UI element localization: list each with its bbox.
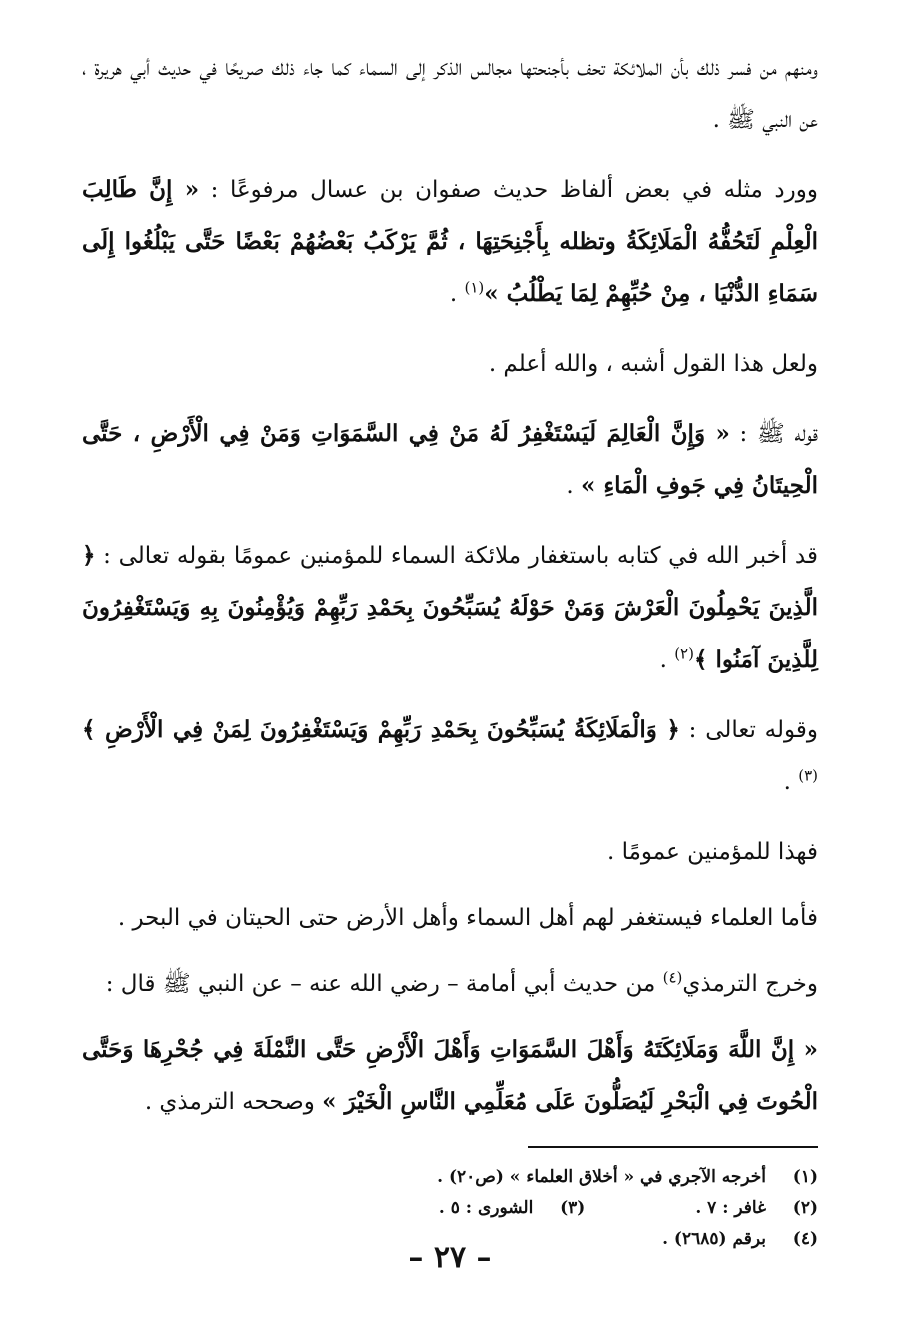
hadith-quote-safwan: « إِنَّ طَالِبَ الْعِلْمِ لَتَحُفُّهُ الْمَلَائِكَةُ وتظله بِأَجْنِحَتِهَا ، ثُمَّ يَرْكَبُ بَعْضُهُمْ بَعْضًا حَتَّى يَبْلُغُوا إِلَى سَمَاءِ الدُّنْيَا ، مِنْ حُبِّهِمْ لِمَا يَطْلُبُ » — [82, 176, 818, 307]
paragraph-3-text: ولعل هذا القول أشبه ، والله أعلم . — [488, 351, 818, 377]
paragraph-1-text: ومنهم من فسر ذلك بأن الملائكة تحف بأجنحتها مجالس الذكر إلى السماء كما جاء ذلك صريحًا في حديث أبي هريرة ، عن النبي ﷺ . — [82, 55, 818, 133]
footnote-4-number: (٤) — [792, 1229, 818, 1249]
paragraph-5-end: . — [659, 647, 675, 673]
footnote-1-number: (١) — [792, 1167, 818, 1187]
paragraph-6-end: . — [783, 769, 799, 795]
paragraph-4-intro: قوله ﷺ : — [729, 421, 818, 447]
footnote-4-text: برقم (٢٦٨٥) . — [662, 1229, 766, 1249]
footnote-2 — [695, 1193, 818, 1224]
paragraph-2-intro: وورد مثله في بعض ألفاظ حديث صفوان بن عسال مرفوعًا : — [199, 177, 818, 203]
paragraph-5 — [82, 530, 818, 686]
paragraph-4 — [82, 408, 818, 512]
paragraph-7-text: فهذا للمؤمنين عمومًا . — [606, 839, 818, 865]
paragraph-6-intro: وقوله تعالى : — [679, 717, 819, 743]
page-number: – ٢٧ – — [408, 1240, 492, 1275]
footnote-divider — [528, 1146, 818, 1148]
footnote-3 — [439, 1193, 585, 1224]
hadith-quote-tirmidhi: « إِنَّ اللَّهَ وَمَلَائِكَتَهُ وَأَهْلَ السَّمَوَاتِ وَأَهْلَ الْأَرْضِ حَتَّى النَّمْلَةَ فِي جُحْرِهَا وَحَتَّى الْحُوتَ فِي الْبَحْرِ لَيُصَلُّونَ عَلَى مُعَلِّمِي النَّاسِ الْخَيْرَ » — [82, 1036, 818, 1115]
paragraph-9 — [82, 958, 818, 1010]
paragraph-3 — [82, 338, 818, 390]
footnote-mark-4: (٤) — [662, 968, 683, 987]
paragraph-10 — [82, 1024, 818, 1128]
footnote-mark-1: (١) — [464, 278, 485, 297]
paragraph-1 — [82, 42, 818, 146]
paragraph-10-end: وصححه الترمذي . — [144, 1089, 323, 1115]
paragraph-9-end: من حديث أبي أمامة – رضي الله عنه – عن النبي ﷺ قال : — [105, 971, 663, 997]
footnote-1-text: أخرجه الآجري في « أخلاق العلماء » (ص٢٠) . — [437, 1167, 766, 1187]
hadith-quote-alim: « وَإِنَّ الْعَالِمَ لَيَسْتَغْفِرُ لَهُ مَنْ فِي السَّمَوَاتِ وَمَنْ فِي الْأَرْضِ ، حَتَّى الْحِيتَانُ فِي جَوفِ الْمَاءِ » — [82, 420, 818, 499]
footnote-2-number: (٢) — [792, 1198, 818, 1218]
quran-quote-shura: ﴿ وَالْمَلَائِكَةُ يُسَبِّحُونَ بِحَمْدِ رَبِّهِمْ وَيَسْتَغْفِرُونَ لِمَنْ فِي الْأَرْضِ ﴾ — [82, 716, 680, 743]
paragraph-6 — [82, 704, 818, 808]
paragraph-2 — [82, 164, 818, 320]
paragraph-8-text: فأما العلماء فيستغفر لهم أهل السماء وأهل الأرض حتى الحيتان في البحر . — [117, 905, 818, 931]
paragraph-5-intro: قد أخبر الله في كتابه باستغفار ملائكة السماء للمؤمنين عمومًا بقوله تعالى : — [95, 543, 818, 569]
paragraph-7 — [82, 826, 818, 878]
footnote-mark-3: (٣) — [798, 766, 818, 785]
paragraph-2-end: . — [449, 281, 465, 307]
quran-quote-ghafir: ﴿ الَّذِينَ يَحْمِلُونَ الْعَرْشَ وَمَنْ حَوْلَهُ يُسَبِّحُونَ بِحَمْدِ رَبِّهِمْ وَيُؤْمِنُونَ بِهِ وَيَسْتَغْفِرُونَ لِلَّذِينَ آمَنُوا ﴾ — [82, 542, 818, 673]
footnote-1 — [82, 1162, 818, 1193]
footnote-3-number: (٣) — [560, 1198, 586, 1218]
footnote-row-2-3 — [82, 1193, 818, 1224]
paragraph-8 — [82, 892, 818, 944]
footnote-2-text: غافر : ٧ . — [695, 1198, 766, 1218]
footnote-mark-2: (٢) — [674, 644, 694, 663]
paragraph-9-intro: وخرج الترمذي — [682, 971, 818, 997]
paragraph-4-end: . — [566, 473, 581, 499]
footnote-3-text: الشورى : ٥ . — [438, 1198, 534, 1218]
